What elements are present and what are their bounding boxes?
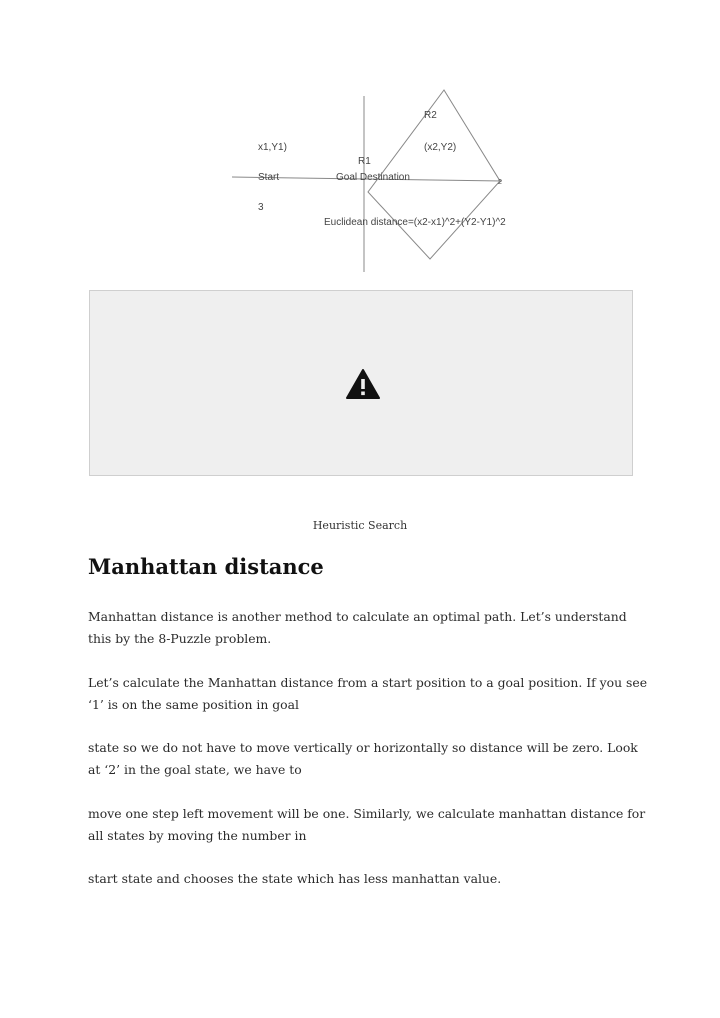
euclidean-distance-diagram bbox=[228, 88, 538, 273]
warning-icon bbox=[346, 368, 380, 400]
label-goal-destination: Goal Destination bbox=[336, 172, 410, 183]
section-heading: Manhattan distance bbox=[88, 554, 324, 579]
paragraph-3: state so we do not have to move vertically or horizontally so distance will be zero. Look at ‘2’ in the goal state, we have to bbox=[88, 740, 638, 777]
label-euclidean-formula: Euclidean distance=(x2-x1)^2+(Y2-Y1)^2 bbox=[324, 217, 506, 228]
label-x2y2: (x2,Y2) bbox=[424, 142, 457, 153]
label-three: 3 bbox=[258, 202, 264, 213]
paragraph-5: start state and chooses the state which has less manhattan value. bbox=[88, 871, 502, 886]
broken-image-placeholder bbox=[89, 290, 633, 476]
paragraph-1: Manhattan distance is another method to calculate an optimal path. Let’s understand this by the 8-Puzzle problem. bbox=[88, 609, 627, 646]
label-r1: R1 bbox=[358, 156, 371, 167]
label-x1y1: x1,Y1) bbox=[258, 142, 287, 153]
label-start: Start bbox=[258, 172, 280, 183]
paragraph-4: move one step left movement will be one. Similarly, we calculate manhattan distance for all states by moving the number in bbox=[88, 806, 646, 843]
label-r2: R2 bbox=[424, 110, 437, 121]
figure-caption: Heuristic Search bbox=[312, 519, 408, 532]
label-end-mark: 2 bbox=[498, 179, 502, 186]
paragraph-2: Let’s calculate the Manhattan distance from a start position to a goal position. If you see ‘1’ is on the same position in goal bbox=[88, 675, 648, 712]
